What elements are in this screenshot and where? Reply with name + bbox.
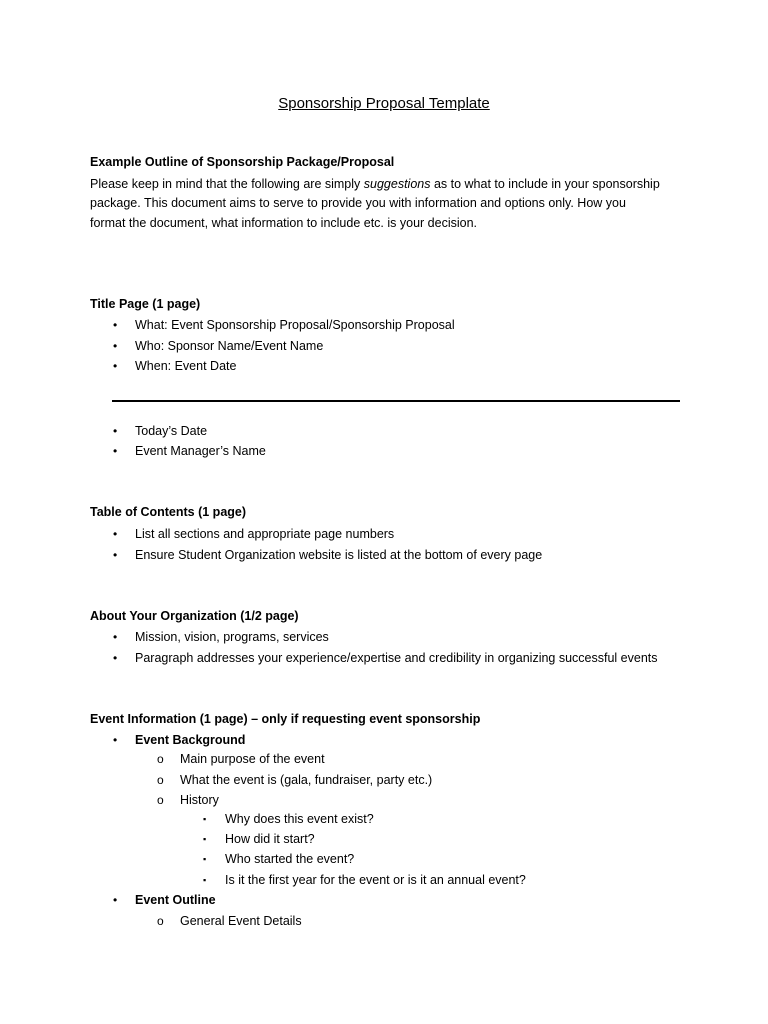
divider-line xyxy=(112,400,680,402)
list-item: Why does this event exist? xyxy=(225,812,374,826)
list-item: Who started the event? xyxy=(225,852,355,866)
list-item: Ensure Student Organization website is listed at the bottom of every page xyxy=(135,548,543,562)
event-outline-label: Event Outline xyxy=(135,893,216,907)
circle-bullet-icon: o xyxy=(157,793,164,807)
list-item: How did it start? xyxy=(225,832,315,846)
bullet-icon: • xyxy=(113,339,118,353)
list-item: Paragraph addresses your experience/expertise and credibility in organizing successful events xyxy=(135,651,658,665)
square-bullet-icon: ▪ xyxy=(203,834,207,844)
square-bullet-icon: ▪ xyxy=(203,814,207,824)
page-title: Sponsorship Proposal Template xyxy=(278,95,490,112)
title-page-heading: Title Page (1 page) xyxy=(90,297,201,311)
toc-heading: Table of Contents (1 page) xyxy=(90,505,247,519)
intro-line-1-pre: Please keep in mind that the following are simply xyxy=(90,177,364,191)
list-item: Is it the first year for the event or is it an annual event? xyxy=(225,873,526,887)
list-item: Event Manager’s Name xyxy=(135,444,266,458)
bullet-icon: • xyxy=(113,733,118,747)
intro-line-2: package. This document aims to serve to provide you with information and options only. How you xyxy=(90,196,626,210)
bullet-icon: • xyxy=(113,527,118,541)
event-info-heading: Event Information (1 page) – only if requesting event sponsorship xyxy=(90,712,481,726)
bullet-icon: • xyxy=(113,548,118,562)
event-background-label: Event Background xyxy=(135,733,246,747)
bullet-icon: • xyxy=(113,424,118,438)
intro-heading: Example Outline of Sponsorship Package/Proposal xyxy=(90,155,395,169)
circle-bullet-icon: o xyxy=(157,914,164,928)
list-item: Main purpose of the event xyxy=(180,752,325,766)
intro-line-1-emphasis: suggestions xyxy=(363,177,431,191)
intro-line-1-post: as to what to include in your sponsorship xyxy=(430,177,660,191)
intro-line-1 xyxy=(90,174,660,194)
intro-line-3: format the document, what information to include etc. is your decision. xyxy=(90,216,477,230)
list-item: What the event is (gala, fundraiser, party etc.) xyxy=(180,773,433,787)
bullet-icon: • xyxy=(113,893,118,907)
bullet-icon: • xyxy=(113,444,118,458)
list-item: List all sections and appropriate page numbers xyxy=(135,527,395,541)
square-bullet-icon: ▪ xyxy=(203,854,207,864)
list-item: General Event Details xyxy=(180,914,302,928)
circle-bullet-icon: o xyxy=(157,773,164,787)
square-bullet-icon: ▪ xyxy=(203,875,207,885)
about-heading: About Your Organization (1/2 page) xyxy=(90,609,299,623)
bullet-icon: • xyxy=(113,359,118,373)
list-item: Who: Sponsor Name/Event Name xyxy=(135,339,324,353)
bullet-icon: • xyxy=(113,651,118,665)
list-item: What: Event Sponsorship Proposal/Sponsorship Proposal xyxy=(135,318,455,332)
list-item: Today’s Date xyxy=(135,424,208,438)
list-item: History xyxy=(180,793,219,807)
list-item: Mission, vision, programs, services xyxy=(135,630,329,644)
list-item: When: Event Date xyxy=(135,359,237,373)
circle-bullet-icon: o xyxy=(157,752,164,766)
bullet-icon: • xyxy=(113,630,118,644)
bullet-icon: • xyxy=(113,318,118,332)
